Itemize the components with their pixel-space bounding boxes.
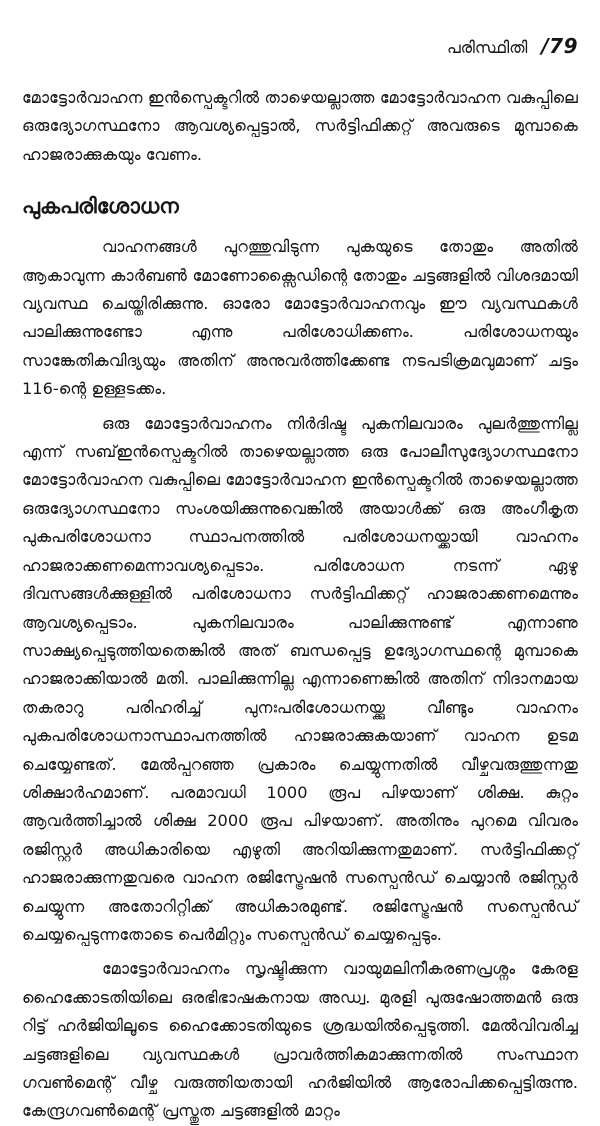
paragraph-emission-rules: വാഹനങ്ങൾ പുറത്തുവിടുന്ന പുകയുടെ തോതും അതിൽ ആകാവുന്ന കാർബൺ മോണോക്സൈഡിന്റെ തോതും ചട്ടങ്ങളിൽ വിശദമായി വ്യവസ്ഥ ചെയ്തിരിക്കുന്നു. ഓരോ മോട്ടോർവാഹനവും ഈ വ്യവസ്ഥകൾ പാലിക്കുന്നുണ്ടോ എന്നു പരിശോധിക്കണം. പരിശോധനയും സാങ്കേതികവിദ്യയും അതിന് അനുവർത്തിക്കേണ്ട നടപടിക്രമവുമാണ് ചട്ടം 116-ന്റെ ഉള്ളടക്കം. [22,237,578,399]
paragraph-high-court-petition: മോട്ടോർവാഹനം സൃഷ്ടിക്കുന്ന വായുമലിനീകരണപ്രശ്നം കേരള ഹൈക്കോടതിയിലെ ഒരഭിഭാഷകനായ അഡ്വ. മുരളി പുരുഷോത്തമൻ ഒരു റിട്ട് ഹർജിയിലൂടെ ഹൈക്കോടതിയുടെ ശ്രദ്ധയിൽപ്പെടുത്തി. മേൽവിവരിച്ച ചട്ടങ്ങളിലെ വ്യവസ്ഥകൾ പ്രാവർത്തികമാക്കുന്നതിൽ സംസ്ഥാന ഗവൺമെന്റ് വീഴ്ച വരുത്തിയതായി ഹർജിയിൽ ആരോപിക്കപ്പെട്ടിരുന്നു. കേന്ദ്രഗവൺമെന്റ് പ്രസ്തുത ചട്ടങ്ങളിൽ മാറ്റം [22,959,578,1121]
page-body [22,84,578,1126]
section-heading-smoke-test: പുകപരിശോധന [22,194,179,219]
paragraph-inspection-procedure: ഒരു മോട്ടോർവാഹനം നിർദിഷ്ട പുകനിലവാരം പുലർത്തുന്നില്ല എന്ന് സബ്ഇൻസ്പെക്ടറിൽ താഴെയല്ലാത്ത ഒരു പോലീസുദ്യോഗസ്ഥനോ മോട്ടോർവാഹന വകുപ്പിലെ മോട്ടോർവാഹന ഇൻസ്പെക്ടറിൽ താഴെയല്ലാത്ത ഒരുദ്യോഗസ്ഥനോ സംശയിക്കുന്നുവെങ്കിൽ അയാൾക്ക് ഒരു അംഗീകൃത പുകപരിശോധനാ സ്ഥാപനത്തിൽ പരിശോധനയ്ക്കായി വാഹനം ഹാജരാക്കണമെന്നാവശ്യപ്പെടാം. പരിശോധന നടന്ന് ഏഴു ദിവസങ്ങൾക്കുള്ളിൽ പരിശോധനാ സർട്ടിഫിക്കറ്റ് ഹാജരാക്കണമെന്നും ആവശ്യപ്പെടാം. പുകനിലവാരം പാലിക്കുന്നുണ്ട് എന്നാണു സാക്ഷ്യപ്പെടുത്തിയതെങ്കിൽ അത് ബന്ധപ്പെട്ട ഉദ്യോഗസ്ഥന്റെ മുമ്പാകെ ഹാജരാക്കിയാൽ മതി. പാലിക്കുന്നില്ല എന്നാണെങ്കിൽ അതിന് നിദാനമായ തകരാറു പരിഹരിച്ച് പുനഃപരിശോധനയ്ക്കു വീണ്ടും വാഹനം പുകപരിശോധനാസ്ഥാപനത്തിൽ ഹാജരാക്കുകയാണ് വാഹന ഉടമ ചെയ്യേണ്ടത്. മേൽപ്പറഞ്ഞ പ്രകാരം ചെയ്യുന്നതിൽ വീഴ്ചവരുത്തുന്നതു ശിക്ഷാർഹമാണ്. പരമാവധി 1000 രൂപ പിഴയാണ് ശിക്ഷ. കുറ്റം ആവർത്തിച്ചാൽ ശിക്ഷ 2000 രൂപ പിഴയാണ്. അതിനും പുറമെ വിവരം രജിസ്റ്റർ അധികാരിയെ എഴുതി അറിയിക്കുന്നതുമാണ്. സർട്ടിഫിക്കറ്റ് ഹാജരാക്കുന്നതുവരെ വാഹന രജിസ്ട്രേഷൻ സസ്പെൻഡ് ചെയ്യാൻ രജിസ്റ്റർ ചെയ്യുന്ന അതോറിറ്റിക്ക് അധികാരമുണ്ട്. രജിസ്ട്രേഷൻ സസ്പെൻഡ് ചെയ്യപ്പെടുന്നതോടെ പെർമിറ്റും സസ്പെൻഡ് ചെയ്യപ്പെടും. [22,413,578,944]
page-number: /79 [541,34,578,58]
page-header [447,34,578,58]
paragraph-certificate-production: മോട്ടോർവാഹന ഇൻസ്പെക്ടറിൽ താഴെയല്ലാത്ത മോട്ടോർവാഹന വകുപ്പിലെ ഒരുദ്യോഗസ്ഥനോ ആവശ്യപ്പെട്ടാൽ, സർട്ടിഫിക്കറ്റ് അവരുടെ മുമ്പാകെ ഹാജരാക്കുകയും വേണം. [22,88,578,164]
running-title: പരിസ്ഥിതി [446,38,528,57]
